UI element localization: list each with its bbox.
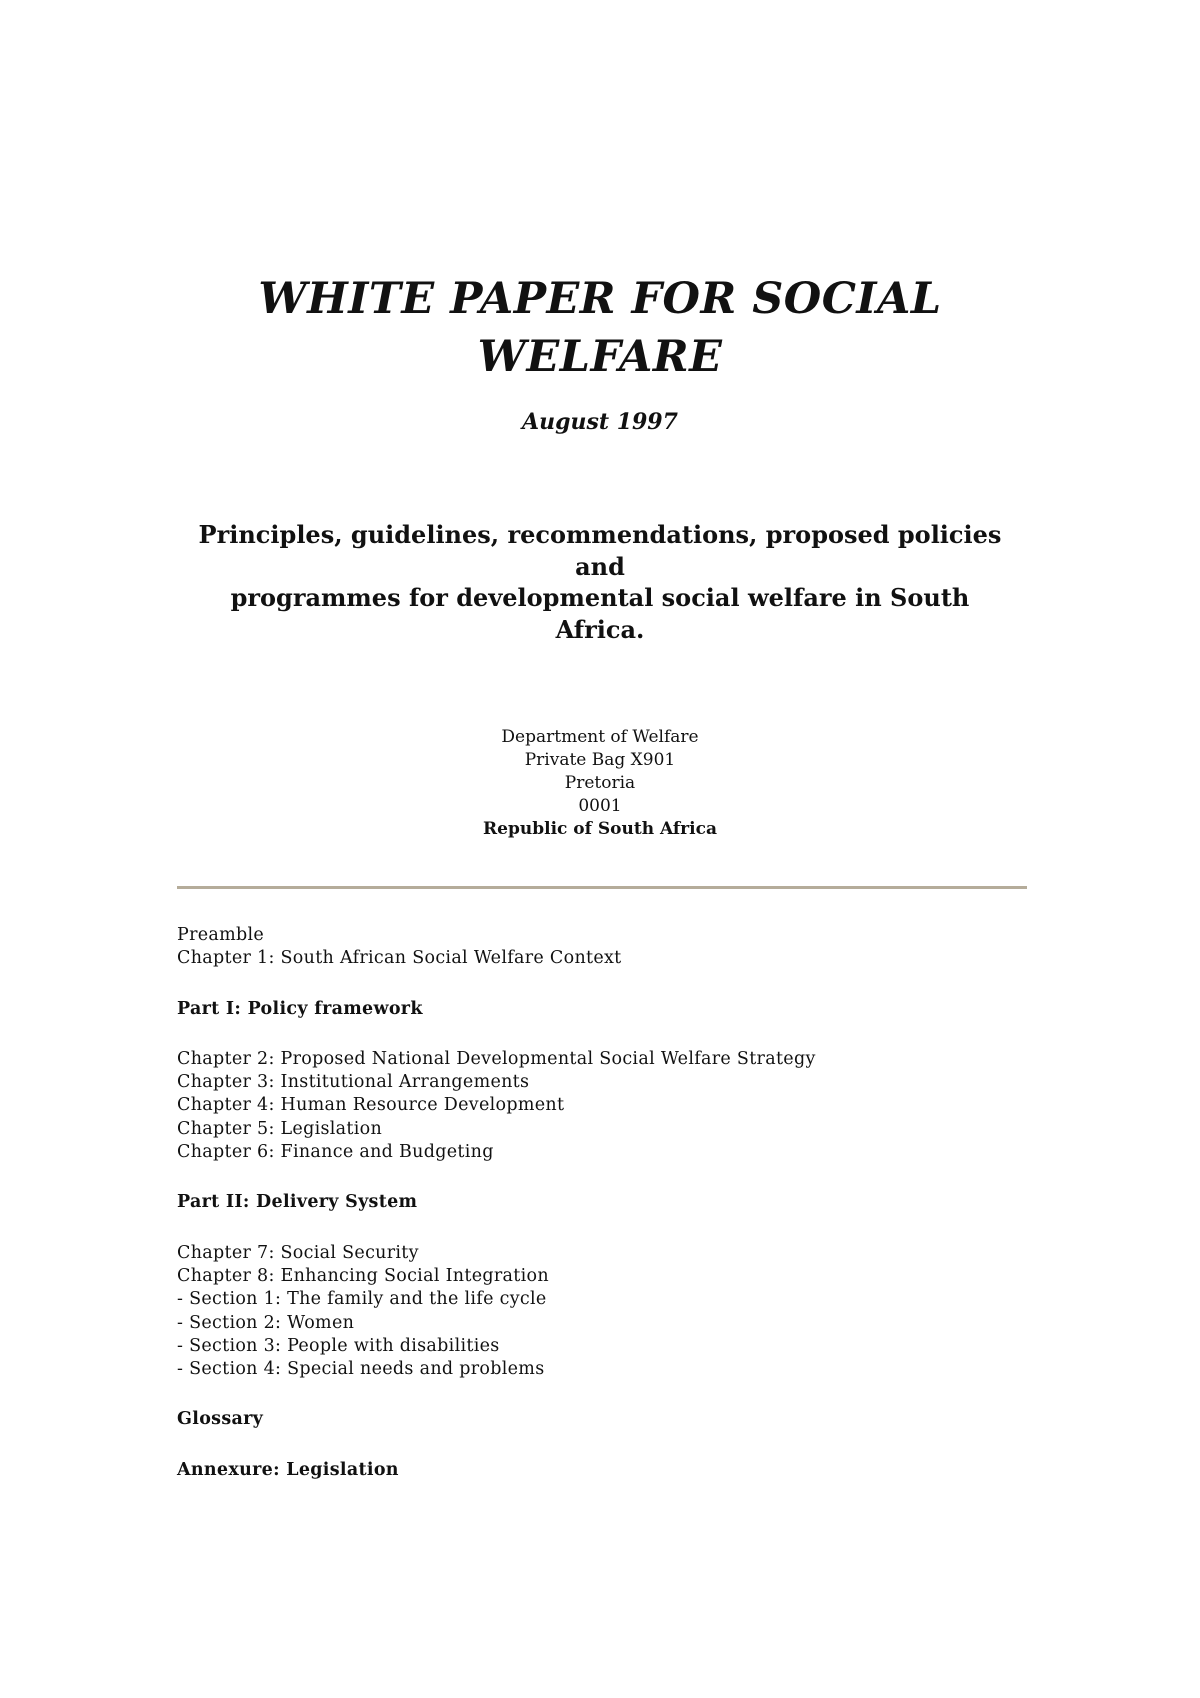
toc-chapter-4-link[interactable]: Chapter 4: Human Resource Development [177,1095,565,1116]
address-country: Republic of South Africa [483,819,717,839]
toc-section-2-link[interactable]: - Section 2: Women [177,1312,355,1333]
address-postal-bag: Private Bag X901 [524,750,676,770]
toc-section-4-link[interactable]: - Section 4: Special needs and problems [177,1359,545,1380]
subtitle-line: Africa. [555,614,645,644]
address-department: Department of Welfare [501,727,699,747]
toc-chapter-5-link[interactable]: Chapter 5: Legislation [177,1118,383,1139]
toc-chapter-1-link[interactable]: Chapter 1: South African Social Welfare Context [177,948,622,969]
toc-chapter-6-link[interactable]: Chapter 6: Finance and Budgeting [177,1142,494,1163]
address-postal-code: 0001 [578,796,622,816]
title-line-2: WELFARE [477,332,723,382]
spacer [177,1432,1027,1459]
horizontal-divider [177,886,1027,889]
document-date: August 1997 [522,409,678,435]
toc-annexure-link[interactable]: Annexure: Legislation [177,1459,399,1480]
spacer [177,1381,1027,1408]
address-block [0,726,1200,841]
toc-section-3-link[interactable]: - Section 3: People with disabilities [177,1335,500,1356]
toc-chapter-8-link[interactable]: Chapter 8: Enhancing Social Integration [177,1265,549,1286]
toc-glossary-link[interactable]: Glossary [177,1409,264,1430]
toc-chapter-3-link[interactable]: Chapter 3: Institutional Arrangements [177,1072,530,1093]
spacer [177,971,1027,998]
toc-chapter-7-link[interactable]: Chapter 7: Social Security [177,1242,419,1263]
address-city: Pretoria [564,773,636,793]
subtitle-line: programmes for developmental social welfare in South [230,583,970,612]
toc-part-2-heading[interactable]: Part II: Delivery System [177,1192,418,1213]
table-of-contents [177,924,1027,1482]
subtitle-line: Principles, guidelines, recommendations, proposed policies [198,520,1002,549]
spacer [177,1164,1027,1191]
toc-chapter-2-link[interactable]: Chapter 2: Proposed National Developmental Social Welfare Strategy [177,1048,816,1069]
toc-part-1-heading[interactable]: Part I: Policy framework [177,998,423,1019]
toc-preamble-link[interactable]: Preamble [177,925,265,945]
title-line-1: WHITE PAPER FOR SOCIAL [258,274,942,324]
toc-section-1-link[interactable]: - Section 1: The family and the life cycle [177,1289,547,1310]
subtitle-line: and [575,551,625,581]
spacer [177,1021,1027,1048]
spacer [177,1215,1027,1242]
document-title [0,270,1200,386]
document-subtitle [0,519,1200,645]
